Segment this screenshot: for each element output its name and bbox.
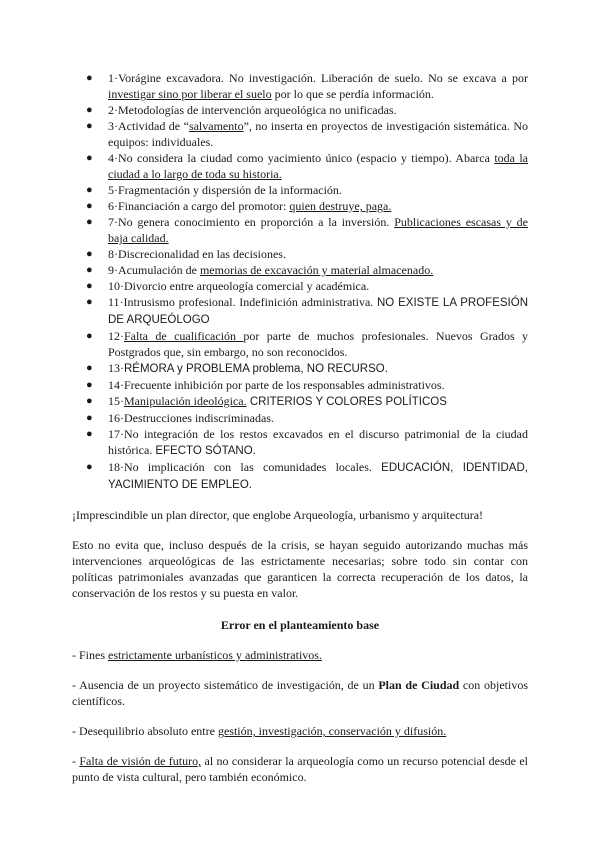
bullet-icon: ● (86, 200, 93, 212)
emphasis-text: EDUCACIÓN, IDENTIDAD, YACIMIENTO DE EMPLEO. (108, 462, 528, 491)
bullet-icon: ● (86, 248, 93, 260)
item-number: 12 (108, 329, 120, 343)
point-vision (72, 753, 528, 785)
bullet-icon: ● (86, 104, 93, 116)
item-number: 8 (108, 247, 114, 261)
list-item (72, 102, 528, 118)
point-lead: - Ausencia de un proyecto sistemático de investigación, de un (72, 678, 379, 692)
underlined-text: Falta de cualificación (124, 329, 244, 343)
bullet-icon: ● (86, 216, 93, 228)
bullet-icon: ● (86, 280, 93, 292)
list-item (72, 118, 528, 150)
item-text: ·Destrucciones indiscriminadas. (120, 411, 274, 425)
list-item (72, 198, 528, 214)
bullet-icon: ● (86, 428, 93, 440)
item-text: ·No considera la ciudad como yacimiento único (espacio y tiempo). Abarca (114, 151, 495, 165)
list-item (72, 377, 528, 393)
item-number: 16 (108, 411, 120, 425)
underlined-text: salvamento (188, 119, 244, 133)
underlined-text: Publicaciones escasas y de baja calidad. (108, 215, 528, 245)
emphasis-text: RÉMORA y PROBLEMA problema, NO RECURSO. (124, 363, 388, 375)
bullet-icon: ● (86, 395, 93, 407)
item-number: 14 (108, 378, 120, 392)
point-rest: con objetivos científicos. (72, 678, 528, 708)
underlined-text: investigar sino por liberar el suelo (108, 87, 272, 101)
list-item (72, 182, 528, 198)
bullet-icon: ● (86, 379, 93, 391)
item-text: ·Fragmentación y dispersión de la información. (114, 183, 342, 197)
item-text: · (120, 329, 124, 343)
list-item (72, 328, 528, 360)
item-text: ·Metodologías de intervención arqueológica no unificadas. (114, 103, 397, 117)
item-text: · (120, 361, 124, 375)
underlined-text: Manipulación ideológica. (124, 394, 247, 408)
item-number: 9 (108, 263, 114, 277)
list-item (72, 150, 528, 182)
point-underlined: estrictamente urbanísticos y administrativos. (108, 648, 322, 662)
item-text: ·Discrecionalidad en las decisiones. (114, 247, 286, 261)
item-number: 2 (108, 103, 114, 117)
bullet-icon: ● (86, 72, 93, 84)
point-underlined: gestión, investigación, conservación y difusión. (217, 724, 447, 738)
item-text: ·No implicación con las comunidades locales. (120, 460, 382, 474)
list-item (72, 262, 528, 278)
list-item (72, 246, 528, 262)
bullet-icon: ● (86, 264, 93, 276)
point-lead: - (72, 754, 80, 768)
underlined-text: toda la ciudad a lo largo de toda su historia. (108, 151, 529, 181)
problem-list (72, 70, 528, 493)
item-number: 1 (108, 71, 114, 85)
body-paragraph: Esto no evita que, incluso después de la crisis, se hayan seguido autorizando muchas más intervenciones arqueológicas de las estrictamente necesarias; sobre todo sin contar con políticas patrimoniales avanzadas que garanticen la correcta recuperación de los datos, la conservación de los restos y su puesta en valor. (72, 538, 528, 600)
item-text: ·Acumulación de (114, 263, 200, 277)
item-text: ·Financiación a cargo del promotor: (114, 199, 290, 213)
point-rest: al no considerar la arqueología como un recurso potencial desde el punto de vista cultural, pero también económico. (72, 754, 528, 784)
item-number: 10 (108, 279, 120, 293)
item-text: ·Frecuente inhibición por parte de los responsables administrativos. (120, 378, 445, 392)
bullet-icon: ● (86, 296, 93, 308)
item-number: 5 (108, 183, 114, 197)
bullet-icon: ● (86, 330, 93, 342)
list-item (72, 214, 528, 246)
point-desequilibrio (72, 723, 528, 739)
item-number: 7 (108, 215, 114, 229)
point-bold: Plan de Ciudad (378, 678, 460, 692)
emphasis-text: EFECTO SÓTANO. (155, 445, 256, 457)
list-item (72, 294, 528, 328)
item-number: 11 (108, 295, 120, 309)
item-text: ”, no inserta en proyectos de investigación sistemática. No equipos: individuales. (108, 119, 529, 149)
bullet-icon: ● (86, 184, 93, 196)
item-number: 13 (108, 361, 120, 375)
emphasis-text: CRITERIOS Y COLORES POLÍTICOS (246, 396, 447, 408)
item-text: · (120, 394, 124, 408)
list-item (72, 393, 528, 410)
item-text: ·Divorcio entre arqueología comercial y académica. (120, 279, 370, 293)
list-item (72, 70, 528, 102)
item-number: 18 (108, 460, 120, 474)
bullet-icon: ● (86, 362, 93, 374)
item-text: por parte de muchos profesionales. Nuevos Grados y Postgrados que, sin embargo, no son reconocidos. (108, 329, 528, 359)
item-number: 6 (108, 199, 114, 213)
item-text: ·Vorágine excavadora. No investigación. Liberación de suelo. No se excava a por (114, 71, 528, 85)
item-text: ·Actividad de “ (114, 119, 189, 133)
bullet-icon: ● (86, 152, 93, 164)
item-number: 17 (108, 427, 120, 441)
list-item (72, 459, 528, 493)
document-page (72, 70, 528, 785)
point-lead: - Desequilibrio absoluto entre (72, 724, 218, 738)
item-text: ·No genera conocimiento en proporción a la inversión. (114, 215, 395, 229)
item-number: 4 (108, 151, 114, 165)
item-text: ·No integración de los restos excavados en el discurso patrimonial de la ciudad histórica. (108, 427, 528, 457)
section-heading: Error en el planteamiento base (220, 618, 380, 632)
point-lead: - Fines (72, 648, 108, 662)
item-number: 15 (108, 394, 120, 408)
bullet-icon: ● (86, 120, 93, 132)
item-text: por lo que se perdía información. (271, 87, 434, 101)
item-number: 3 (108, 119, 114, 133)
underlined-text: memorias de excavación y material almacenado. (199, 263, 434, 277)
item-text: ·Intrusismo profesional. Indefinición administrativa. (119, 295, 377, 309)
bullet-icon: ● (86, 412, 93, 424)
point-fines (72, 647, 528, 663)
underlined-text: quien destruye, paga. (289, 199, 392, 213)
list-item (72, 278, 528, 294)
point-ausencia (72, 677, 528, 709)
list-item (72, 360, 528, 377)
list-item (72, 410, 528, 426)
emphasis-text: NO EXISTE LA PROFESIÓN DE ARQUEÓLOGO (108, 297, 528, 326)
point-underlined: Falta de visión de futuro, (79, 754, 202, 768)
intro-paragraph: ¡Imprescindible un plan director, que englobe Arqueología, urbanismo y arquitectura! (72, 508, 484, 522)
list-item (72, 426, 528, 459)
bullet-icon: ● (86, 461, 93, 473)
